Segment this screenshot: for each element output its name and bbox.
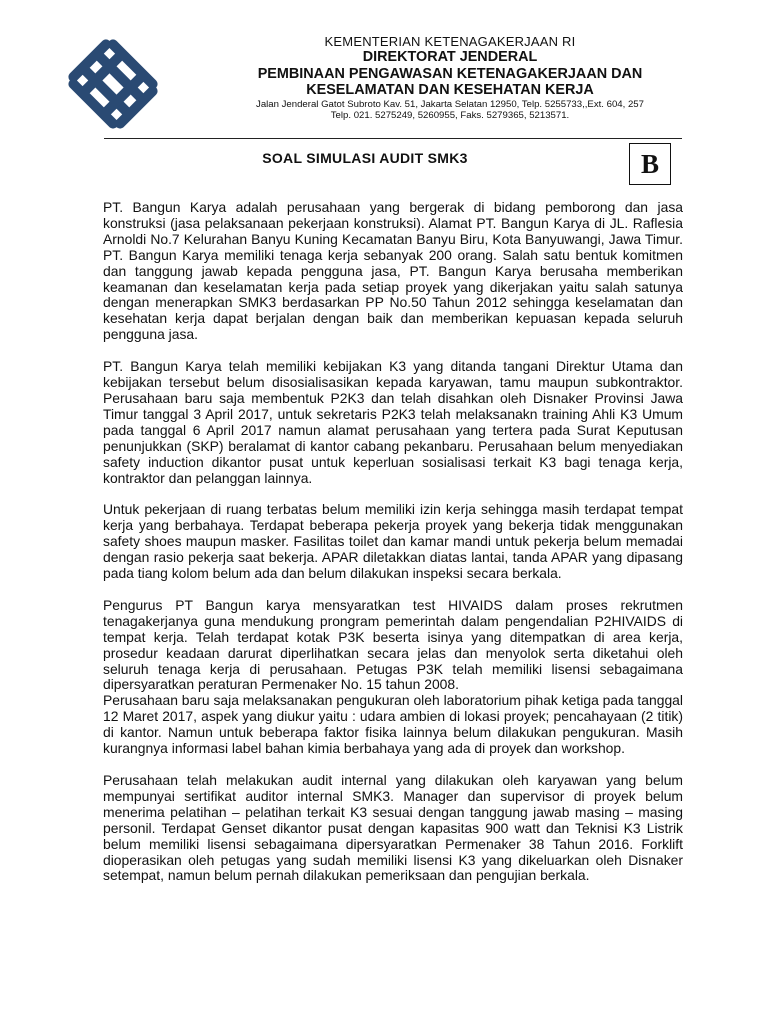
division-name-line2: KESELAMATAN DAN KESEHATAN KERJA: [306, 82, 594, 98]
paragraph-health-requirements: Pengurus PT Bangun karya mensyaratkan test HIVAIDS dalam proses rekrutmen tenagakerjanya guna mendukung prongram pemerintah dalam pengendalian P2HIVAIDS di tempat kerja. Telah terdapat kotak P3K beserta isinya yang ditempatkan di area kerja, prosedur keadaan darurat diperlihatkan secara jelas dan menyolok serta diketahui oleh seluruh tenaga kerja di perusahaan. Petugas P3K telah memiliki lisensi sebagaimana dipersyaratkan peraturan Permenaker No. 15 tahun 2008.: [103, 596, 683, 693]
directorate-name: DIREKTORAT JENDERAL: [362, 49, 538, 65]
document-code-box: B: [629, 143, 671, 185]
document-title: SOAL SIMULASI AUDIT SMK3: [262, 150, 468, 166]
address-line1: Jalan Jenderal Gatot Subroto Kav. 51, Jakarta Selatan 12950, Telp. 5255733,,Ext. 604, 257: [256, 98, 644, 110]
document-body: [103, 200, 683, 900]
paragraph-company-profile: PT. Bangun Karya adalah perusahaan yang bergerak di bidang pemborong dan jasa konstruksi (jasa pelaksanaan pekerjaan konstruksi). Alamat PT. Bangun Karya di JL. Raflesia Arnoldi No.7 Kelurahan Banyu Kuning Kecamatan Banyu Biru, Kota Banyuwangi, Jawa Timur. PT. Bangun Karya memiliki tenaga kerja sebanyak 200 orang. Salah satu bentuk komitmen dan tanggung jawab kepada pengguna jasa, PT. Bangun Karya berusaha memberikan keamanan dan keselamatan kerja pada setiap proyek yang dikerjakan yaitu salah satunya dengan menerapkan SMK3 berdasarkan PP No.50 Tahun 2012 sehingga keselamatan dan kesehatan kerja dapat berjalan dengan baik dan memberikan kepuasan kepada seluruh pengguna jasa.: [103, 199, 683, 343]
division-name-line1: PEMBINAAN PENGAWASAN KETENAGAKERJAAN DAN: [257, 65, 643, 82]
address-line2: Telp. 021. 5275249, 5260955, Faks. 5279365, 5213571.: [330, 109, 570, 121]
paragraph-k3-policy: PT. Bangun Karya telah memiliki kebijakan K3 yang ditanda tangani Direktur Utama dan kebijakan tersebut belum disosialisasikan kepada karyawan, tamu maupun subkontraktor. Perusahaan baru saja membentuk P2K3 dan telah disahkan oleh Disnaker Provinsi Jawa Timur tanggal 3 April 2017, untuk sekretaris P2K3 telah melaksanakn training Ahli K3 Umum pada tanggal 6 April 2017 namun alamat perusahaan yang tertera pada Surat Keputusan penunjukkan (SKP) beralamat di kantor cabang pekanbaru. Perusahaan belum menyediakan safety induction dikantor pusat untuk keperluan sosialisasi terkait K3 bagi tenaga kerja, kontraktor dan pelanggan lainnya.: [103, 358, 683, 486]
letterhead: [180, 34, 720, 121]
ministry-logo: [58, 34, 168, 134]
paragraph-workplace-hazards: Untuk pekerjaan di ruang terbatas belum memiliki izin kerja sehingga masih terdapat tempat kerja yang berbahaya. Terdapat beberapa pekerja proyek yang bekerja tidak menggunakan safety shoes maupun masker. Fasilitas toilet dan kamar mandi untuk pekerja belum memadai dengan rasio pekerja saat bekerja. APAR diletakkan diatas lantai, tanda APAR yang dipasang pada tiang kolom belum ada dan belum dilakukan inspeksi secara berkala.: [103, 501, 683, 582]
header-divider: [104, 138, 682, 139]
paragraph-internal-audit: Perusahaan telah melakukan audit internal yang dilakukan oleh karyawan yang belum mempunyai sertifikat auditor internal SMK3. Manager dan supervisor di proyek belum menerima pelatihan – pelatihan terkait K3 sesuai dengan tanggung jawab masing – masing personil. Terdapat Genset dikantor pusat dengan kapasitas 900 watt dan Teknisi K3 Listrik belum memiliki lisensi sebagaimana dipersyaratkan Permenaker 38 Tahun 2016. Forklift dioperasikan oleh petugas yang sudah memiliki lisensi K3 yang dikeluarkan oleh Disnaker setempat, namun belum pernah dilakukan pemeriksaan dan pengujian berkala.: [103, 772, 683, 884]
paragraph-measurements: Perusahaan baru saja melaksanakan pengukuran oleh laboratorium pihak ketiga pada tanggal 12 Maret 2017, aspek yang diukur yaitu : udara ambien di lokasi proyek; pencahayaan (2 titik) di kantor. Namun untuk beberapa faktor fisika lainnya belum dilakukan pengukuran. Masih kurangnya informasi label bahan kimia berbahaya yang ada di proyek dan workshop.: [103, 692, 683, 757]
ministry-name: KEMENTERIAN KETENAGAKERJAAN RI: [324, 34, 576, 49]
